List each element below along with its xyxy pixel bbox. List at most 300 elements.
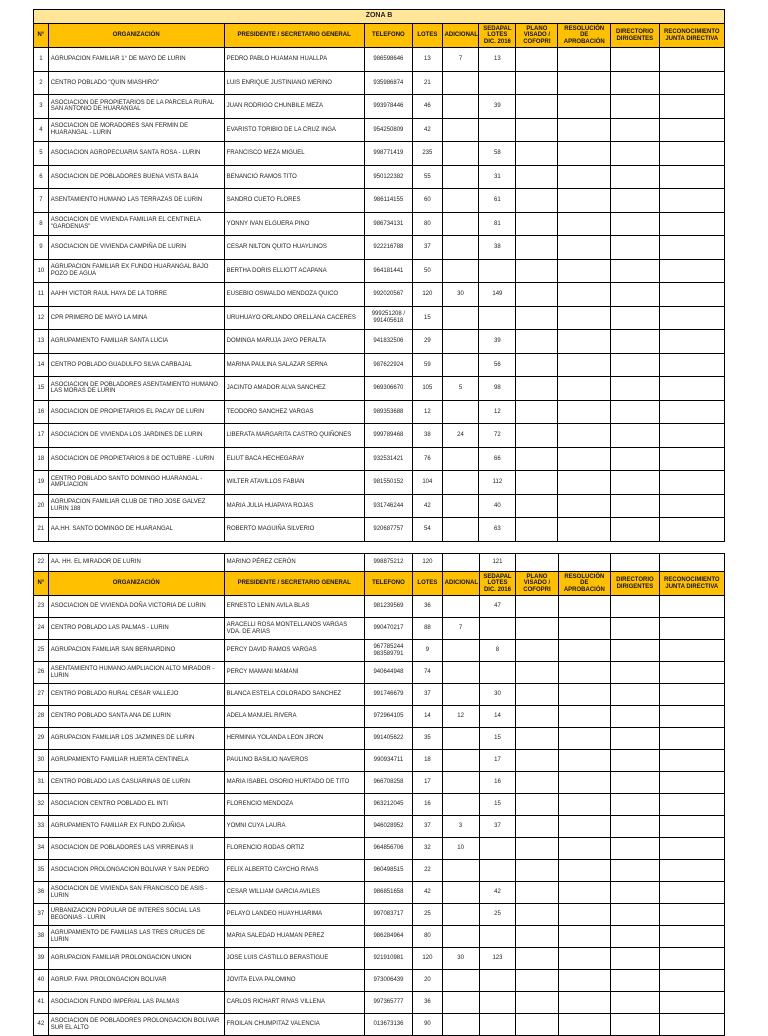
directorio-cell xyxy=(611,236,659,260)
president-name: JACINTO AMADOR ALVA SANCHEZ xyxy=(224,377,364,401)
table-row xyxy=(34,118,725,142)
resolucion-cell xyxy=(558,471,611,495)
reconocimiento-cell xyxy=(659,518,724,542)
president-name: MARINO PÉREZ CERÓN xyxy=(224,554,364,572)
reconocimiento-cell xyxy=(659,283,724,307)
president-name: FROILAN CHUMPITAZ VALENCIA xyxy=(224,1014,364,1036)
organization-name: AGRUPACION FAMILIAR LOS JAZMINES DE LURIN xyxy=(48,728,224,750)
sedapal-lotes: 38 xyxy=(479,236,516,260)
organization-name: ASOCIACION DE POBLADORES LAS VIRREINAS II xyxy=(48,838,224,860)
resolucion-cell xyxy=(558,618,611,640)
row-number: 23 xyxy=(34,596,49,618)
resolucion-cell xyxy=(558,838,611,860)
header-directorio: DIRECTORIO DIRIGENTES xyxy=(611,24,659,48)
adicional-count: 7 xyxy=(442,48,479,72)
phone-number: 969306670 xyxy=(364,377,412,401)
plano-cell xyxy=(516,816,558,838)
plano-cell xyxy=(516,48,558,72)
resolucion-cell xyxy=(558,904,611,926)
row-number: 26 xyxy=(34,662,49,684)
reconocimiento-cell xyxy=(659,212,724,236)
plano-cell xyxy=(516,684,558,706)
organization-name: AGRUPACION FAMILIAR EX FUNDO HUARANGAL BAJO POZO DE AGUA xyxy=(48,259,224,283)
sedapal-lotes: 56 xyxy=(479,353,516,377)
resolucion-cell xyxy=(558,118,611,142)
row-number: 28 xyxy=(34,706,49,728)
president-name: ELIUT BACA HECHEGARAY xyxy=(224,447,364,471)
adicional-count: 5 xyxy=(442,377,479,401)
table-row xyxy=(34,706,725,728)
directorio-cell xyxy=(611,353,659,377)
plano-cell xyxy=(516,165,558,189)
resolucion-cell xyxy=(558,554,611,572)
zona-b-table-part-1 xyxy=(33,9,725,542)
resolucion-cell xyxy=(558,816,611,838)
sedapal-lotes: 37 xyxy=(479,816,516,838)
phone-number: 966708258 xyxy=(364,772,412,794)
table-row xyxy=(34,306,725,330)
row-number: 14 xyxy=(34,353,49,377)
phone-number: 954250809 xyxy=(364,118,412,142)
table-row xyxy=(34,640,725,662)
header-sedapal: SEDAPAL LOTES DIC. 2016 xyxy=(479,572,516,596)
resolucion-cell xyxy=(558,882,611,904)
phone-number: 992020567 xyxy=(364,283,412,307)
president-name: PAULINO BASILIO NAVEROS xyxy=(224,750,364,772)
president-name: JUAN RODRIGO CHUNBILE MEZA xyxy=(224,95,364,119)
lotes-count: 14 xyxy=(413,706,442,728)
plano-cell xyxy=(516,860,558,882)
row-number: 42 xyxy=(34,1014,49,1036)
organization-name: ASOCIACION AGROPECUARIA SANTA ROSA - LURIN xyxy=(48,142,224,166)
resolucion-cell xyxy=(558,71,611,95)
reconocimiento-cell xyxy=(659,71,724,95)
resolucion-cell xyxy=(558,596,611,618)
lotes-count: 120 xyxy=(413,283,442,307)
phone-number: 991405622 xyxy=(364,728,412,750)
table-row xyxy=(34,353,725,377)
sedapal-lotes xyxy=(479,1014,516,1036)
lotes-count: 38 xyxy=(413,424,442,448)
reconocimiento-cell xyxy=(659,236,724,260)
plano-cell xyxy=(516,95,558,119)
lotes-count: 36 xyxy=(413,596,442,618)
phone-number: 972964105 xyxy=(364,706,412,728)
resolucion-cell xyxy=(558,400,611,424)
header-row xyxy=(34,24,725,48)
president-name: FLORENCIO MENDOZA xyxy=(224,794,364,816)
president-name: URUHUAYO ORLANDO ORELLANA CACERES xyxy=(224,306,364,330)
adicional-count xyxy=(442,306,479,330)
table-row xyxy=(34,95,725,119)
phone-number: 932531421 xyxy=(364,447,412,471)
resolucion-cell xyxy=(558,684,611,706)
lotes-count: 32 xyxy=(413,838,442,860)
resolucion-cell xyxy=(558,640,611,662)
sedapal-lotes: 14 xyxy=(479,706,516,728)
header-sedapal: SEDAPAL LOTES DIC. 2016 xyxy=(479,24,516,48)
row-number: 8 xyxy=(34,212,49,236)
sedapal-lotes: 8 xyxy=(479,640,516,662)
table-row xyxy=(34,283,725,307)
president-name: ARACELLI ROSA MONTELLANOS VARGAS VDA. DE ARIAS xyxy=(224,618,364,640)
reconocimiento-cell xyxy=(659,471,724,495)
table-row xyxy=(34,684,725,706)
reconocimiento-cell xyxy=(659,95,724,119)
phone-number: 946028952 xyxy=(364,816,412,838)
table-row xyxy=(34,424,725,448)
lotes-count: 60 xyxy=(413,189,442,213)
reconocimiento-cell xyxy=(659,926,724,948)
table-body-2 xyxy=(34,596,725,1036)
lotes-count: 22 xyxy=(413,860,442,882)
sedapal-lotes xyxy=(479,926,516,948)
resolucion-cell xyxy=(558,189,611,213)
reconocimiento-cell xyxy=(659,447,724,471)
table-row xyxy=(34,447,725,471)
plano-cell xyxy=(516,904,558,926)
reconocimiento-cell xyxy=(659,816,724,838)
lotes-count: 37 xyxy=(413,816,442,838)
organization-name: AGRUPAMIENTO FAMILIAR SANTA LUCIA xyxy=(48,330,224,354)
organization-name: CENTRO POBLADO LAS PALMAS - LURIN xyxy=(48,618,224,640)
plano-cell xyxy=(516,992,558,1014)
header-plano: PLANO VISADO / COFOPRI xyxy=(516,24,558,48)
row-number: 1 xyxy=(34,48,49,72)
resolucion-cell xyxy=(558,306,611,330)
adicional-count xyxy=(442,684,479,706)
plano-cell xyxy=(516,353,558,377)
row-number: 32 xyxy=(34,794,49,816)
reconocimiento-cell xyxy=(659,992,724,1014)
lotes-count: 35 xyxy=(413,728,442,750)
header-lotes: LOTES xyxy=(413,572,442,596)
table-row xyxy=(34,860,725,882)
lotes-count: 37 xyxy=(413,684,442,706)
lotes-count: 54 xyxy=(413,518,442,542)
row-number: 6 xyxy=(34,165,49,189)
lotes-count: 12 xyxy=(413,400,442,424)
organization-name: AGRUP. FAM. PROLONGACION BOLIVAR xyxy=(48,970,224,992)
phone-number: 940644948 xyxy=(364,662,412,684)
row-number: 27 xyxy=(34,684,49,706)
sedapal-lotes: 12 xyxy=(479,400,516,424)
president-name: BERTHA DORIS ELLIOTT ACAPANA xyxy=(224,259,364,283)
plano-cell xyxy=(516,118,558,142)
reconocimiento-cell xyxy=(659,494,724,518)
sedapal-lotes: 40 xyxy=(479,494,516,518)
president-name: PERCY DAVID RAMOS VARGAS xyxy=(224,640,364,662)
directorio-cell xyxy=(611,259,659,283)
reconocimiento-cell xyxy=(659,948,724,970)
table-row xyxy=(34,970,725,992)
reconocimiento-cell xyxy=(659,259,724,283)
lotes-count: 9 xyxy=(413,640,442,662)
phone-number: 981550152 xyxy=(364,471,412,495)
sedapal-lotes: 61 xyxy=(479,189,516,213)
organization-name: ASOCIACION PROLONGACION BOLIVAR Y SAN PEDRO xyxy=(48,860,224,882)
adicional-count: 10 xyxy=(442,838,479,860)
lotes-count: 120 xyxy=(413,948,442,970)
reconocimiento-cell xyxy=(659,1014,724,1036)
president-name: HERMINIA YOLANDA LEON JIRON xyxy=(224,728,364,750)
sedapal-lotes: 66 xyxy=(479,447,516,471)
president-name: ROBERTO MAGUIÑA SILVERIO xyxy=(224,518,364,542)
adicional-count xyxy=(442,165,479,189)
plano-cell xyxy=(516,400,558,424)
phone-number: 935986874 xyxy=(364,71,412,95)
directorio-cell xyxy=(611,992,659,1014)
reconocimiento-cell xyxy=(659,142,724,166)
header-organizacion: ORGANIZACIÓN xyxy=(48,572,224,596)
president-name: SANDRO CUETO FLORES xyxy=(224,189,364,213)
lotes-count: 80 xyxy=(413,926,442,948)
header-adicional: ADICIONAL xyxy=(442,24,479,48)
directorio-cell xyxy=(611,212,659,236)
resolucion-cell xyxy=(558,353,611,377)
phone-number: 967785244 983589791 xyxy=(364,640,412,662)
reconocimiento-cell xyxy=(659,400,724,424)
resolucion-cell xyxy=(558,794,611,816)
table-row xyxy=(34,838,725,860)
adicional-count xyxy=(442,236,479,260)
sedapal-lotes: 13 xyxy=(479,48,516,72)
resolucion-cell xyxy=(558,948,611,970)
phone-number: 964856706 xyxy=(364,838,412,860)
reconocimiento-cell xyxy=(659,48,724,72)
organization-name: ASOCIACION DE PROPIETARIOS DE LA PARCELA RURAL SAN ANTONIO DE HUARANGAL xyxy=(48,95,224,119)
header-no: N° xyxy=(34,572,49,596)
reconocimiento-cell xyxy=(659,706,724,728)
resolucion-cell xyxy=(558,424,611,448)
reconocimiento-cell xyxy=(659,189,724,213)
president-name: CARLOS RICHART RIVAS VILLENA xyxy=(224,992,364,1014)
adicional-count xyxy=(442,1014,479,1036)
lotes-count: 46 xyxy=(413,95,442,119)
president-name: MARINA PAULINA SALAZAR SERNA xyxy=(224,353,364,377)
adicional-count xyxy=(442,662,479,684)
adicional-count xyxy=(442,259,479,283)
organization-name: AGRUPAMIENTO FAMILIAR EX FUNDO ZUÑIGA xyxy=(48,816,224,838)
phone-number: 997083717 xyxy=(364,904,412,926)
reconocimiento-cell xyxy=(659,750,724,772)
sedapal-lotes: 47 xyxy=(479,596,516,618)
reconocimiento-cell xyxy=(659,970,724,992)
resolucion-cell xyxy=(558,330,611,354)
president-name: DOMINGA MARUJA JAYO PERALTA xyxy=(224,330,364,354)
adicional-count xyxy=(442,554,479,572)
lotes-count: 104 xyxy=(413,471,442,495)
organization-name: CENTRO POBLADO SANTO DOMINGO HUARANGAL - AMPLIACION xyxy=(48,471,224,495)
table-row xyxy=(34,189,725,213)
row-number: 37 xyxy=(34,904,49,926)
adicional-count: 12 xyxy=(442,706,479,728)
header-directorio: DIRECTORIO DIRIGENTES xyxy=(611,572,659,596)
directorio-cell xyxy=(611,400,659,424)
reconocimiento-cell xyxy=(659,306,724,330)
row-number: 12 xyxy=(34,306,49,330)
president-name: ADELA MANUEL RIVERA xyxy=(224,706,364,728)
sedapal-lotes xyxy=(479,860,516,882)
directorio-cell xyxy=(611,71,659,95)
sedapal-lotes xyxy=(479,970,516,992)
plano-cell xyxy=(516,794,558,816)
directorio-cell xyxy=(611,118,659,142)
resolucion-cell xyxy=(558,706,611,728)
phone-number: 998771419 xyxy=(364,142,412,166)
adicional-count xyxy=(442,794,479,816)
organization-name: ASENTAMIENTO HUMANO AMPLIACION ALTO MIRADOR - LURIN xyxy=(48,662,224,684)
phone-number: 960498515 xyxy=(364,860,412,882)
organization-name: CENTRO POBLADO SANTA ANA DE LURIN xyxy=(48,706,224,728)
organization-name: ASOCIACION DE PROPIETARIOS EL PACAY DE LURIN xyxy=(48,400,224,424)
adicional-count xyxy=(442,750,479,772)
adicional-count xyxy=(442,189,479,213)
directorio-cell xyxy=(611,838,659,860)
president-name: WILTER ATAVILLOS FABIAN xyxy=(224,471,364,495)
organization-name: URBANIZACION POPULAR DE INTERES SOCIAL LAS BEGONIAS - LURIN xyxy=(48,904,224,926)
president-name: YONNY IVAN ELGUERA PINO xyxy=(224,212,364,236)
directorio-cell xyxy=(611,377,659,401)
directorio-cell xyxy=(611,794,659,816)
organization-name: CENTRO POBLADO LAS CASUARINAS DE LURIN xyxy=(48,772,224,794)
phone-number: 986851658 xyxy=(364,882,412,904)
adicional-count xyxy=(442,400,479,424)
organization-name: AGRUPAMIENTO DE FAMILIAS LAS TRES CRUCES DE LURIN xyxy=(48,926,224,948)
organization-name: ASOCIACION DE VIVIENDA SAN FRANCISCO DE ASIS - LURIN xyxy=(48,882,224,904)
reconocimiento-cell xyxy=(659,618,724,640)
organization-name: ASOCIACION DE VIVIENDA LOS JARDINES DE LURIN xyxy=(48,424,224,448)
plano-cell xyxy=(516,236,558,260)
header-resolucion: RESOLUCIÓN DE APROBACIÓN xyxy=(558,572,611,596)
phone-number: 950122382 xyxy=(364,165,412,189)
row-number: 10 xyxy=(34,259,49,283)
plano-cell xyxy=(516,71,558,95)
row-number: 20 xyxy=(34,494,49,518)
header-row-2 xyxy=(34,572,725,596)
header-organizacion: ORGANIZACIÓN xyxy=(48,24,224,48)
directorio-cell xyxy=(611,640,659,662)
reconocimiento-cell xyxy=(659,377,724,401)
resolucion-cell xyxy=(558,1014,611,1036)
row-number: 3 xyxy=(34,95,49,119)
header-presidente: PRESIDENTE / SECRETARIO GENERAL xyxy=(224,24,364,48)
resolucion-cell xyxy=(558,447,611,471)
resolucion-cell xyxy=(558,970,611,992)
directorio-cell xyxy=(611,684,659,706)
plano-cell xyxy=(516,283,558,307)
row-number: 11 xyxy=(34,283,49,307)
adicional-count xyxy=(442,471,479,495)
phone-number: 964181441 xyxy=(364,259,412,283)
phone-number: 986284964 xyxy=(364,926,412,948)
plano-cell xyxy=(516,424,558,448)
plano-cell xyxy=(516,618,558,640)
lotes-count: 120 xyxy=(413,554,442,572)
sedapal-lotes: 63 xyxy=(479,518,516,542)
table-row xyxy=(34,554,725,572)
directorio-cell xyxy=(611,518,659,542)
president-name: FLORENCIO RODAS ORTIZ xyxy=(224,838,364,860)
phone-number: 999789468 xyxy=(364,424,412,448)
organization-name: AAHH VICTOR RAUL HAYA DE LA TORRE xyxy=(48,283,224,307)
plano-cell xyxy=(516,554,558,572)
reconocimiento-cell xyxy=(659,860,724,882)
table-row xyxy=(34,926,725,948)
plano-cell xyxy=(516,259,558,283)
lotes-count: 74 xyxy=(413,662,442,684)
reconocimiento-cell xyxy=(659,353,724,377)
sedapal-lotes: 112 xyxy=(479,471,516,495)
adicional-count xyxy=(442,882,479,904)
organization-name: CENTRO POBLADO GUADULFO SILVA CARBAJAL xyxy=(48,353,224,377)
lotes-count: 36 xyxy=(413,992,442,1014)
sedapal-lotes xyxy=(479,259,516,283)
directorio-cell xyxy=(611,970,659,992)
row-number: 19 xyxy=(34,471,49,495)
adicional-count xyxy=(442,926,479,948)
phone-number: 920687757 xyxy=(364,518,412,542)
row-number: 35 xyxy=(34,860,49,882)
lotes-count: 20 xyxy=(413,970,442,992)
row-number: 36 xyxy=(34,882,49,904)
table-row xyxy=(34,48,725,72)
sedapal-lotes: 42 xyxy=(479,882,516,904)
plano-cell xyxy=(516,377,558,401)
president-name: BENANCIO RAMOS TITO xyxy=(224,165,364,189)
resolucion-cell xyxy=(558,377,611,401)
phone-number: 986598646 xyxy=(364,48,412,72)
president-name: LIBERATA MARGARITA CASTRO QUIÑONES xyxy=(224,424,364,448)
plano-cell xyxy=(516,1014,558,1036)
organization-name: CENTRO POBLADO "QUIN MIASHIRO" xyxy=(48,71,224,95)
organization-name: ASOCIACION DE POBLADORES BUENA VISTA BAJA xyxy=(48,165,224,189)
table-row xyxy=(34,400,725,424)
phone-number: 991746679 xyxy=(364,684,412,706)
organization-name: ASOCIACION DE VIVIENDA FAMILIAR EL CENTINELA "GARDENIAS" xyxy=(48,212,224,236)
reconocimiento-cell xyxy=(659,596,724,618)
organization-name: ASOCIACION DE VIVIENDA CAMPIÑA DE LURIN xyxy=(48,236,224,260)
president-name: PERCY MAMANI MAMANI xyxy=(224,662,364,684)
row-number: 38 xyxy=(34,926,49,948)
lotes-count: 50 xyxy=(413,259,442,283)
president-name: ERNESTO LENIN AVILA BLAS xyxy=(224,596,364,618)
phone-number: 990934711 xyxy=(364,750,412,772)
row-number: 40 xyxy=(34,970,49,992)
plano-cell xyxy=(516,142,558,166)
sedapal-lotes: 123 xyxy=(479,948,516,970)
row-number: 15 xyxy=(34,377,49,401)
president-name: YOMNI CUYA LAURA xyxy=(224,816,364,838)
resolucion-cell xyxy=(558,236,611,260)
directorio-cell xyxy=(611,860,659,882)
sedapal-lotes: 31 xyxy=(479,165,516,189)
phone-number: 987622924 xyxy=(364,353,412,377)
zone-title: ZONA B xyxy=(34,10,725,24)
organization-name: AGRUPACION FAMILIAR PROLONGACION UNION xyxy=(48,948,224,970)
resolucion-cell xyxy=(558,95,611,119)
plano-cell xyxy=(516,518,558,542)
directorio-cell xyxy=(611,424,659,448)
table-row xyxy=(34,71,725,95)
phone-number: 922216788 xyxy=(364,236,412,260)
organization-name: ASOCIACION DE MORADORES SAN FERMIN DE HUARANGAL - LURIN xyxy=(48,118,224,142)
plano-cell xyxy=(516,330,558,354)
adicional-count xyxy=(442,353,479,377)
directorio-cell xyxy=(611,728,659,750)
resolucion-cell xyxy=(558,860,611,882)
reconocimiento-cell xyxy=(659,772,724,794)
